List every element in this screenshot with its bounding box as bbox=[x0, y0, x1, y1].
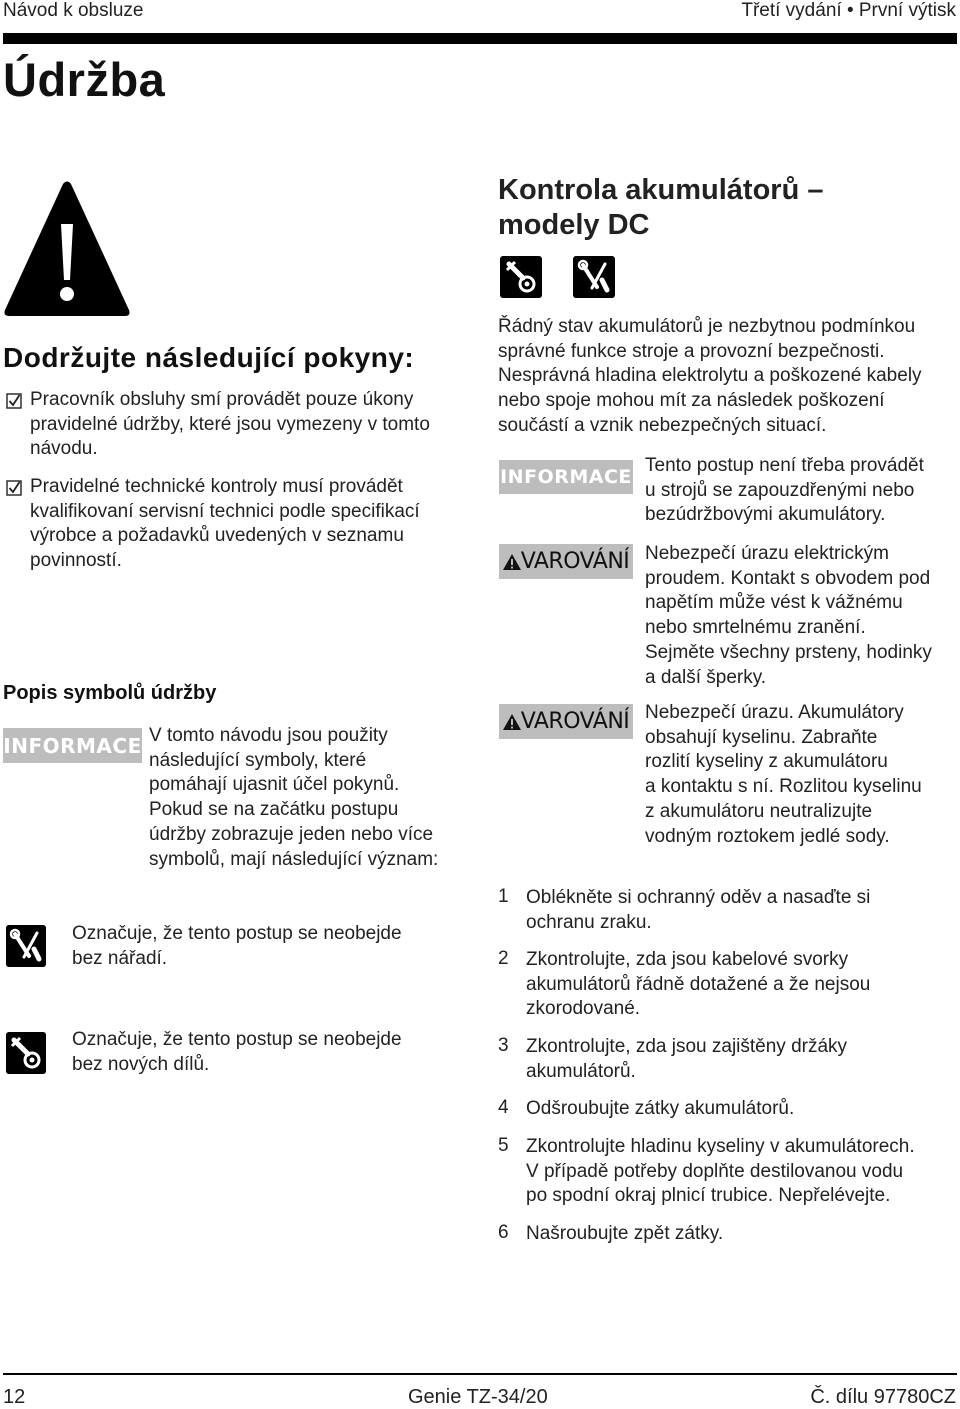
step-text: Zkontrolujte, zda jsou zajištěny držáky akumulátorů. bbox=[526, 1036, 848, 1082]
symbol-parts-text: Označuje, že tento postup se neobejde bez nových dílů. bbox=[72, 1029, 402, 1075]
checklist-item-1: Pracovník obsluhy smí provádět pouze úkony pravidelné údržby, které jsou vymezeny v tomto návodu. bbox=[30, 389, 430, 460]
info-badge: INFORMACE bbox=[3, 728, 142, 763]
step-text: Našroubujte zpět zátky. bbox=[526, 1223, 724, 1244]
step-number: 6 bbox=[498, 1222, 509, 1243]
warning-label: VAROVÁNÍ bbox=[520, 709, 630, 734]
warning-text-electric: Nebezpečí úrazu elektrickým proudem. Kontakt s obvodem pod napětím může vést k vážnému nebo smrtelnému zranění. Sejměte všechny prsteny, hodinky a další šperky. bbox=[645, 543, 932, 688]
header-edition: Třetí vydání • První výtisk bbox=[741, 0, 956, 21]
tools-icon bbox=[6, 925, 46, 967]
warning-badge bbox=[499, 704, 633, 739]
footer-part-number: Č. dílu 97780CZ bbox=[810, 1386, 956, 1408]
symbols-heading: Popis symbolů údržby bbox=[3, 682, 217, 704]
step-number: 5 bbox=[498, 1135, 509, 1156]
tools-icon bbox=[573, 256, 615, 298]
warning-icon bbox=[503, 554, 521, 570]
warning-text-acid: Nebezpečí úrazu. Akumulátory obsahují kyselinu. Zabraňte rozlití kyseliny z akumulátoru a kontaktu s ní. Rozlitou kyselinu z akumulátoru neutralizujte vodným roztokem jedlé sody. bbox=[645, 702, 922, 847]
left-heading: Dodržujte následující pokyny: bbox=[3, 342, 415, 373]
warning-badge bbox=[499, 544, 633, 579]
step-number: 4 bbox=[498, 1097, 509, 1118]
info-badge: INFORMACE bbox=[499, 460, 633, 494]
header-manual-title: Návod k obsluze bbox=[3, 0, 144, 21]
step-text: Zkontrolujte, zda jsou kabelové svorky akumulátorů řádně dotažené a že nejsou zkorodované. bbox=[526, 949, 871, 1020]
step-text: Oblékněte si ochranný oděv a nasaďte si ochranu zraku. bbox=[526, 887, 871, 933]
warning-label: VAROVÁNÍ bbox=[520, 549, 630, 574]
parts-icon bbox=[6, 1032, 46, 1074]
page-title: Údržba bbox=[3, 53, 166, 106]
footer-model: Genie TZ-34/20 bbox=[408, 1386, 548, 1408]
intro-paragraph: Řádný stav akumulátorů je nezbytnou podmínkou správné funkce stroje a provozní bezpečnosti. Nesprávná hladina elektrolytu a poškozené kabely nebo spoje mohou mít za následek poškození součástí a vznik nebezpečných situací. bbox=[498, 316, 922, 436]
warning-triangle-icon bbox=[3, 180, 131, 318]
warning-icon bbox=[503, 714, 521, 730]
checkbox-icon bbox=[6, 480, 22, 496]
step-number: 2 bbox=[498, 948, 509, 969]
step-number: 3 bbox=[498, 1035, 509, 1056]
step-text: Zkontrolujte hladinu kyseliny v akumulátorech. V případě potřeby doplňte destilovanou vodu po spodní okraj plnicí trubice. Nepřelévejte. bbox=[526, 1136, 915, 1207]
checkbox-icon bbox=[6, 393, 22, 409]
page-number: 12 bbox=[3, 1386, 26, 1408]
checklist-item-2: Pravidelné technické kontroly musí provádět kvalifikovaní servisní technici podle specifikací výrobce a požadavků uvedených v seznamu povinností. bbox=[30, 476, 420, 572]
info-text: V tomto návodu jsou použity následující symboly, které pomáhají ujasnit účel pokynů. Pokud se na začátku postupu údržby zobrazuje jeden nebo více symbolů, mají následující význam: bbox=[149, 725, 439, 870]
section-heading: Kontrola akumulátorů – modely DC bbox=[498, 174, 824, 241]
step-number: 1 bbox=[498, 886, 509, 907]
info-text: Tento postup není třeba provádět u strojů se zapouzdřenými nebo bezúdržbovými akumulátory. bbox=[645, 455, 924, 526]
step-text: Odšroubujte zátky akumulátorů. bbox=[526, 1098, 795, 1119]
symbol-tools-text: Označuje, že tento postup se neobejde bez nářadí. bbox=[72, 923, 402, 969]
header-rule bbox=[3, 33, 957, 44]
parts-icon bbox=[500, 256, 542, 298]
footer-rule bbox=[3, 1373, 957, 1375]
